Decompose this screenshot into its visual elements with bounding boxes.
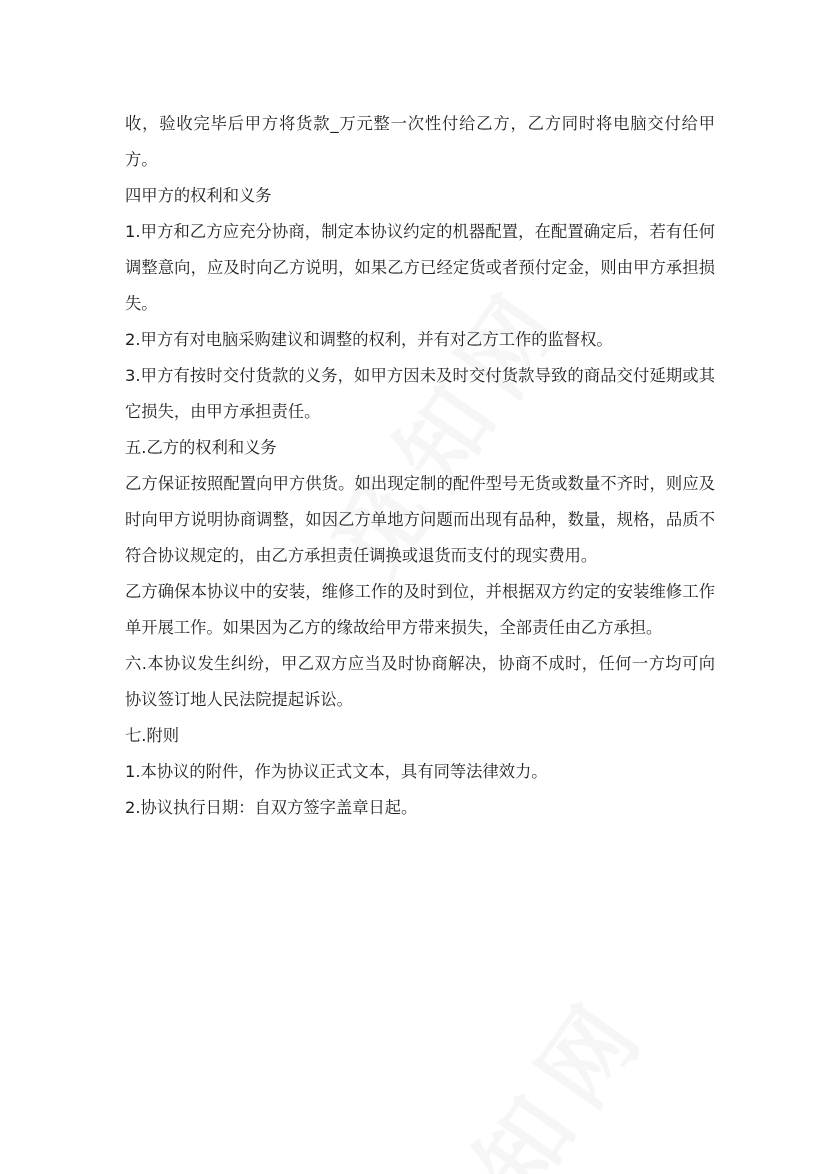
paragraph-party-a-clause-3: 3.甲方有按时交付货款的义务，如甲方因未及时交付货款导致的商品交付延期或其它损失，由甲方承担责任。 [125, 366, 715, 421]
paragraph-supplementary-clause-2: 2.协议执行日期：自双方签字盖章日起。 [125, 798, 418, 817]
document-body [125, 106, 715, 826]
heading-party-a-rights: 四甲方的权利和义务 [125, 186, 272, 205]
heading-party-b-rights: 五.乙方的权利和义务 [125, 438, 277, 457]
paragraph-supplementary-clause-1: 1.本协议的附件，作为协议正式文本，具有同等法律效力。 [125, 762, 548, 781]
heading-supplementary-provisions: 七.附则 [125, 726, 180, 745]
paragraph-party-a-clause-2: 2.甲方有对电脑采购建议和调整的权利，并有对乙方工作的监督权。 [125, 330, 613, 349]
paragraph-dispute-resolution: 六.本协议发生纠纷，甲乙双方应当及时协商解决，协商不成时，任何一方均可向协议签订地人民法院提起诉讼。 [125, 654, 715, 709]
paragraph-payment-continuation: 收，验收完毕后甲方将货款_万元整一次性付给乙方，乙方同时将电脑交付给甲方。 [125, 114, 715, 169]
paragraph-party-b-service: 乙方确保本协议中的安装，维修工作的及时到位，并根据双方约定的安装维修工作单开展工作。如果因为乙方的缘故给甲方带来损失，全部责任由乙方承担。 [125, 582, 715, 637]
paragraph-party-b-supply: 乙方保证按照配置向甲方供货。如出现定制的配件型号无货或数量不齐时，则应及时向甲方说明协商调整，如因乙方单地方问题而出现有品种，数量，规格，品质不符合协议规定的，由乙方承担责任调换或退货而支付的现实费用。 [125, 474, 715, 565]
watermark [376, 963, 673, 1174]
paragraph-party-a-clause-1: 1.甲方和乙方应充分协商，制定本协议约定的机器配置，在配置确定后，若有任何调整意向，应及时向乙方说明，如果乙方已经定货或者预付定金，则由甲方承担损失。 [125, 222, 715, 313]
